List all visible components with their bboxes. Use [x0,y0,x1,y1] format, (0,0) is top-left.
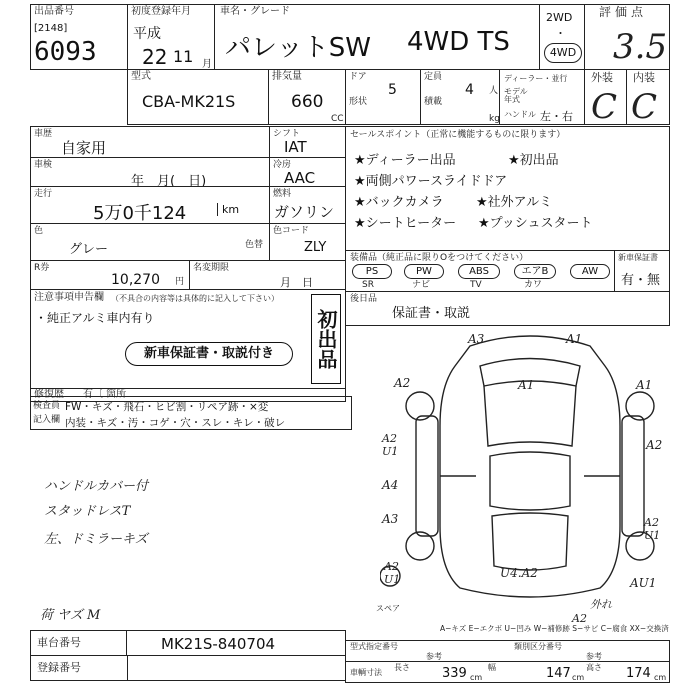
sales-points-label: セールスポイント（正常に機能するものに限ります） [350,130,566,140]
equip-ps: PS [352,264,392,279]
doors-label: ドア [349,72,367,82]
score-box [584,4,670,70]
damage-mark: A1 [566,332,583,346]
cc: 660 [291,92,324,112]
load-unit: kg [489,114,500,124]
damage-mark: A4 [382,478,399,492]
length-unit: cm [470,673,483,682]
doors-box [345,69,421,125]
equip-leather: カワ [524,280,543,290]
size-label: 車輌寸法 [350,668,382,677]
reg-no-label: 登録番号 [37,661,81,674]
registration-box [127,4,215,70]
displacement-box [268,69,346,125]
drive-box [539,4,585,70]
width-unit: cm [572,673,585,682]
reg-label: 初度登録年月 [131,6,191,17]
type-no-label: 型式指定番号 [350,642,398,651]
documents-label: 後日品 [350,294,378,304]
mileage-unit: km [217,203,239,216]
warranty-box [614,250,670,292]
color-label: 色 [34,226,44,236]
inspection-date-row [30,157,270,187]
length: 339 [442,666,467,681]
handwritten-note: 荷 ヤズ M [40,608,101,623]
shift-label: シフト [273,129,301,139]
dealer-box [499,69,585,125]
warranty-stamp: 新車保証書・取説付き [125,342,293,366]
notes-sub: （不具合の内容等は具体的に記入して下さい） [111,294,279,303]
handle-label: ハンドル [504,110,536,119]
inspector-label-1: 検査員 [33,401,61,411]
colorcode: ZLY [304,240,327,255]
damage-mark: A3 [382,512,399,526]
shift: IAT [284,138,307,156]
drive-dot: ・ [555,27,566,40]
height-label: 高さ [586,663,602,672]
width: 147 [546,666,571,681]
equip-abs: ABS [458,264,500,279]
handle: 左・右 [540,110,573,123]
purpose-row [30,126,270,158]
recycle-label: R券 [34,263,50,273]
name-expiry: 月 日 [280,276,313,289]
ac-cell [269,157,346,187]
colorcode-cell [269,223,346,261]
sales-point: ★初出品 [508,153,559,168]
chassis-row [30,630,346,656]
recycle-unit: 円 [175,277,185,287]
sales-point: ★プッシュスタート [478,216,593,231]
damage-mark: U4.A2 [500,566,538,580]
ref-label: 参考 [586,652,602,661]
model: CBA-MK21S [142,92,236,111]
score-label: 評価点 [599,5,648,19]
notes-label: 注意事項申告欄 [34,292,104,303]
registration-no-row [30,655,346,681]
equipment-box [345,250,615,292]
divider [127,656,128,680]
notes-box [30,289,346,389]
damage-mark: A2 U1 [384,560,401,586]
side-left [416,416,438,536]
inspector-box [30,396,352,430]
car-name: パレットSW [225,33,371,63]
era: 平成 [133,26,161,42]
capacity-box [420,69,500,125]
load-label: 積載 [424,97,443,107]
sales-point: ★両側パワースライドドア [354,174,508,189]
drive-4wd-circled: 4WD [544,43,582,63]
purpose: 自家用 [61,139,107,157]
roof [490,452,570,510]
ac: AAC [284,169,316,187]
damage-mark: A2 [394,376,411,390]
width-label: 幅 [488,663,496,672]
equip-airbag: エアB [514,264,556,279]
model-year-label: モデル年式 [504,87,528,104]
cc-unit: CC [331,114,344,124]
grade: 4WD TS [407,27,510,57]
notes-line: ・純正アルミ車内有り [35,311,155,325]
equip-sr: SR [362,280,374,290]
inspect-date: 年 月( 日) [131,174,207,189]
dealer-label: ディーラー・並行 [504,74,568,83]
damage-mark: A2 U1 [382,432,399,458]
chassis-label: 車台番号 [37,636,81,649]
mileage-label: 走行 [34,189,53,199]
equip-aw: AW [570,264,610,279]
doors: 5 [388,82,397,98]
repair-value: 有〔 箇所 [83,389,127,400]
purpose-label: 車歴 [34,129,53,139]
type-number-row [345,640,670,662]
divider [126,630,127,656]
chassis: MK21S-840704 [161,635,276,653]
mileage-row [30,186,270,224]
model-label: 型式 [131,71,151,82]
damage-mark: A3 [468,332,485,346]
recycle-row [30,260,190,290]
warranty: 有・無 [621,273,661,288]
lot-code: [2148] [34,23,68,34]
ref-label: 参考 [426,652,442,661]
reg-month: 11 [173,47,194,66]
capacity: 4 [465,82,474,98]
capacity-label: 定員 [424,72,443,82]
height-unit: cm [654,673,667,682]
ac-label: 冷房 [273,160,292,170]
sales-point: ★シートヒーター [354,216,457,231]
recycle: 10,270 [111,272,160,288]
category-label: 類別区分番号 [514,642,562,651]
score: 3.5 [613,27,668,67]
handwritten-note: 左、ドミラーキズ [44,532,148,547]
damage-mark: A2 [646,438,663,452]
color-change-label: 色替 [245,240,264,250]
damage-mark: A2 U1 [644,516,661,542]
interior-grade: C [631,87,658,127]
sales-point: ★社外アルミ [476,195,553,210]
name-expiry-row [189,260,346,290]
exterior-grade: C [591,87,618,127]
first-listing-stamp: 初出品 [311,294,341,384]
inspector-label-2: 記入欄 [33,415,61,425]
documents: 保証書・取説 [392,306,471,321]
equip-pw: PW [404,264,444,279]
damage-mark: 外れ [590,598,612,611]
damage-mark: A1 [518,378,535,392]
car-name-box [214,4,540,70]
car-outline [440,336,620,597]
interior-box [626,69,670,125]
capacity-unit: 人 [489,86,499,96]
color: グレー [69,242,109,257]
documents-box [345,291,670,326]
lot-box [30,4,128,70]
warranty-label: 新車保証書 [618,253,658,262]
spare-label: スペア [376,604,400,613]
drive-2wd: 2WD [546,11,573,24]
fuel: ガソリン [274,203,335,221]
fuel-cell [269,186,346,224]
shape-label: 形状 [349,97,368,107]
repair-label: 修復歴 [34,389,64,400]
damage-mark: A2 [572,612,587,625]
lot-number: 6093 [34,37,97,67]
side-right [622,416,644,536]
height: 174 [626,666,651,681]
name-label: 車名・グレード [220,6,290,17]
fuel-label: 燃料 [273,189,292,199]
equipment-label: 装備品（純正品に限りOをつけてください） [350,253,529,263]
lot-label: 出品番号 [34,6,74,17]
shift-cell [269,126,346,158]
handwritten-note: ハンドルカバー付 [44,479,149,494]
cc-label: 排気量 [272,71,302,82]
interior-label: 内装 [633,71,655,84]
sales-point: ★バックカメラ [354,195,444,210]
colorcode-label: 色コード [273,226,310,236]
inspect-label: 車検 [34,160,53,170]
reg-year: 22 [142,45,168,69]
damage-legend: A−キズ E−エクボ U−凹み W−補修跡 S−サビ C−腐食 XX−交換済 [440,624,669,633]
length-label: 長さ [394,663,410,672]
inspect-row-2: 内装・キズ・汚・コゲ・穴・スレ・キレ・破レ [65,417,286,429]
equip-navi: ナビ [412,280,431,290]
month-unit: 月 [202,59,212,70]
rear-window [492,513,568,570]
hood [484,386,576,446]
inspect-row-1: FW・キズ・飛石・ヒビ割・リペア跡・×変 [65,401,269,413]
exterior-label: 外装 [591,71,613,84]
equip-tv: TV [470,280,482,290]
model-box [127,69,269,125]
sales-points-box [345,126,670,251]
name-expiry-label: 名変期限 [193,263,230,273]
exterior-box [584,69,627,125]
dimensions-row [345,661,670,683]
damage-mark: A1 [636,378,653,392]
damage-mark: AU1 [630,576,657,590]
handwritten-note: スタッドレスT [44,504,131,519]
color-row [30,223,270,261]
sales-point: ★ディーラー出品 [354,153,456,168]
mileage: 5万0千124 [93,203,187,224]
